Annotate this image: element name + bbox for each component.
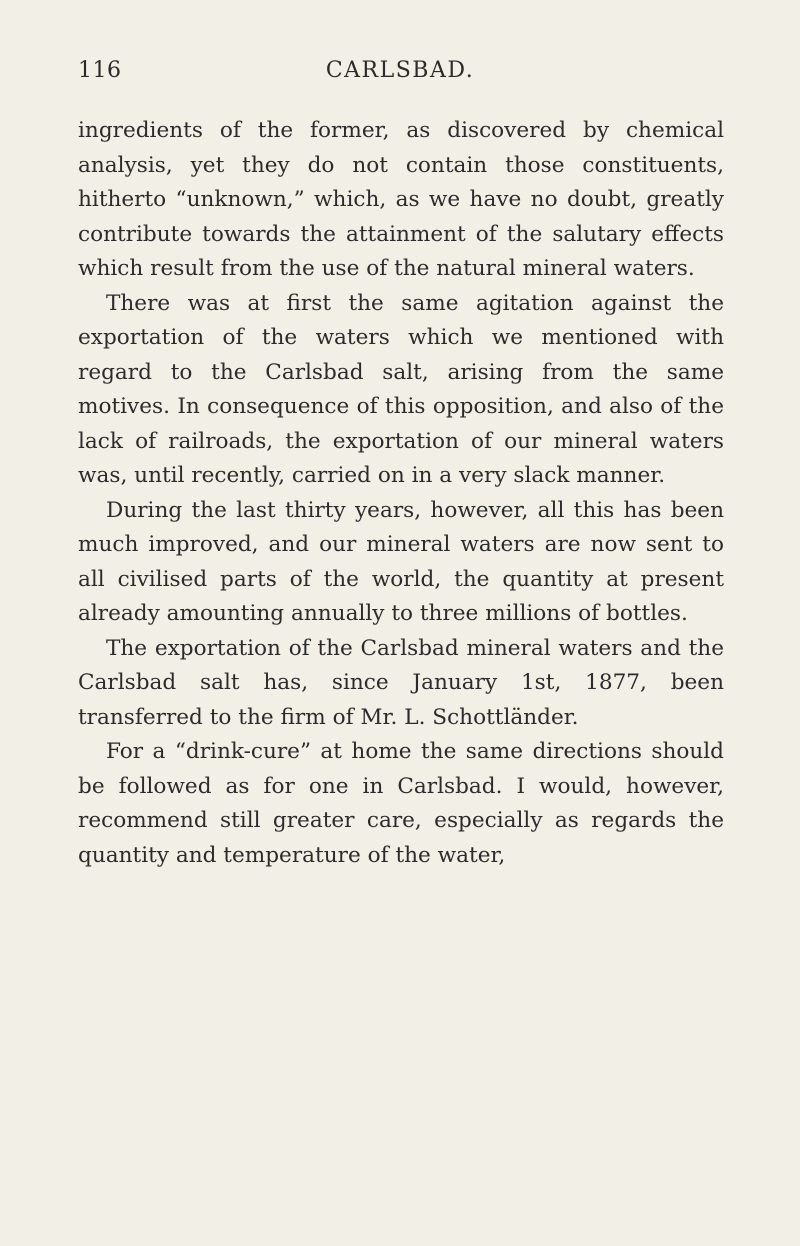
- running-title: CARLSBAD.: [325, 58, 475, 83]
- paragraph-drink-cure: For a “drink-cure” at home the same directions should be followed as for one in Carlsbad. I would, however, recommend still greater care, especially as regards the quantity and temperature of the water,: [78, 739, 724, 868]
- paragraph-continued: ingredients of the former, as discovered by chemical analysis, yet they do not contain those constituents, hitherto “unknown,” which, as we have no doubt, greatly contribute towards the attainment of the salutary effects which result from the use of the natural mineral waters.: [78, 118, 724, 281]
- page-number: 116: [78, 58, 122, 83]
- body-text: [78, 114, 724, 873]
- paragraph-improvement: During the last thirty years, however, all this has been much improved, and our mineral waters are now sent to all civilised parts of the world, the quantity at present already amounting annually to three millions of bottles.: [78, 497, 724, 626]
- paragraph-exportation-agitation: There was at first the same agitation against the exportation of the waters which we mentioned with regard to the Carlsbad salt, arising from the same motives. In consequence of this opposition, and also of the lack of railroads, the exportation of our mineral waters was, until recently, carried on in a very slack manner.: [78, 290, 724, 488]
- running-head: [78, 58, 722, 88]
- paragraph-firm-transfer: The exportation of the Carlsbad mineral waters and the Carlsbad salt has, since January 1st, 1877, been transferred to the firm of Mr. L. Schottländer.: [78, 635, 724, 730]
